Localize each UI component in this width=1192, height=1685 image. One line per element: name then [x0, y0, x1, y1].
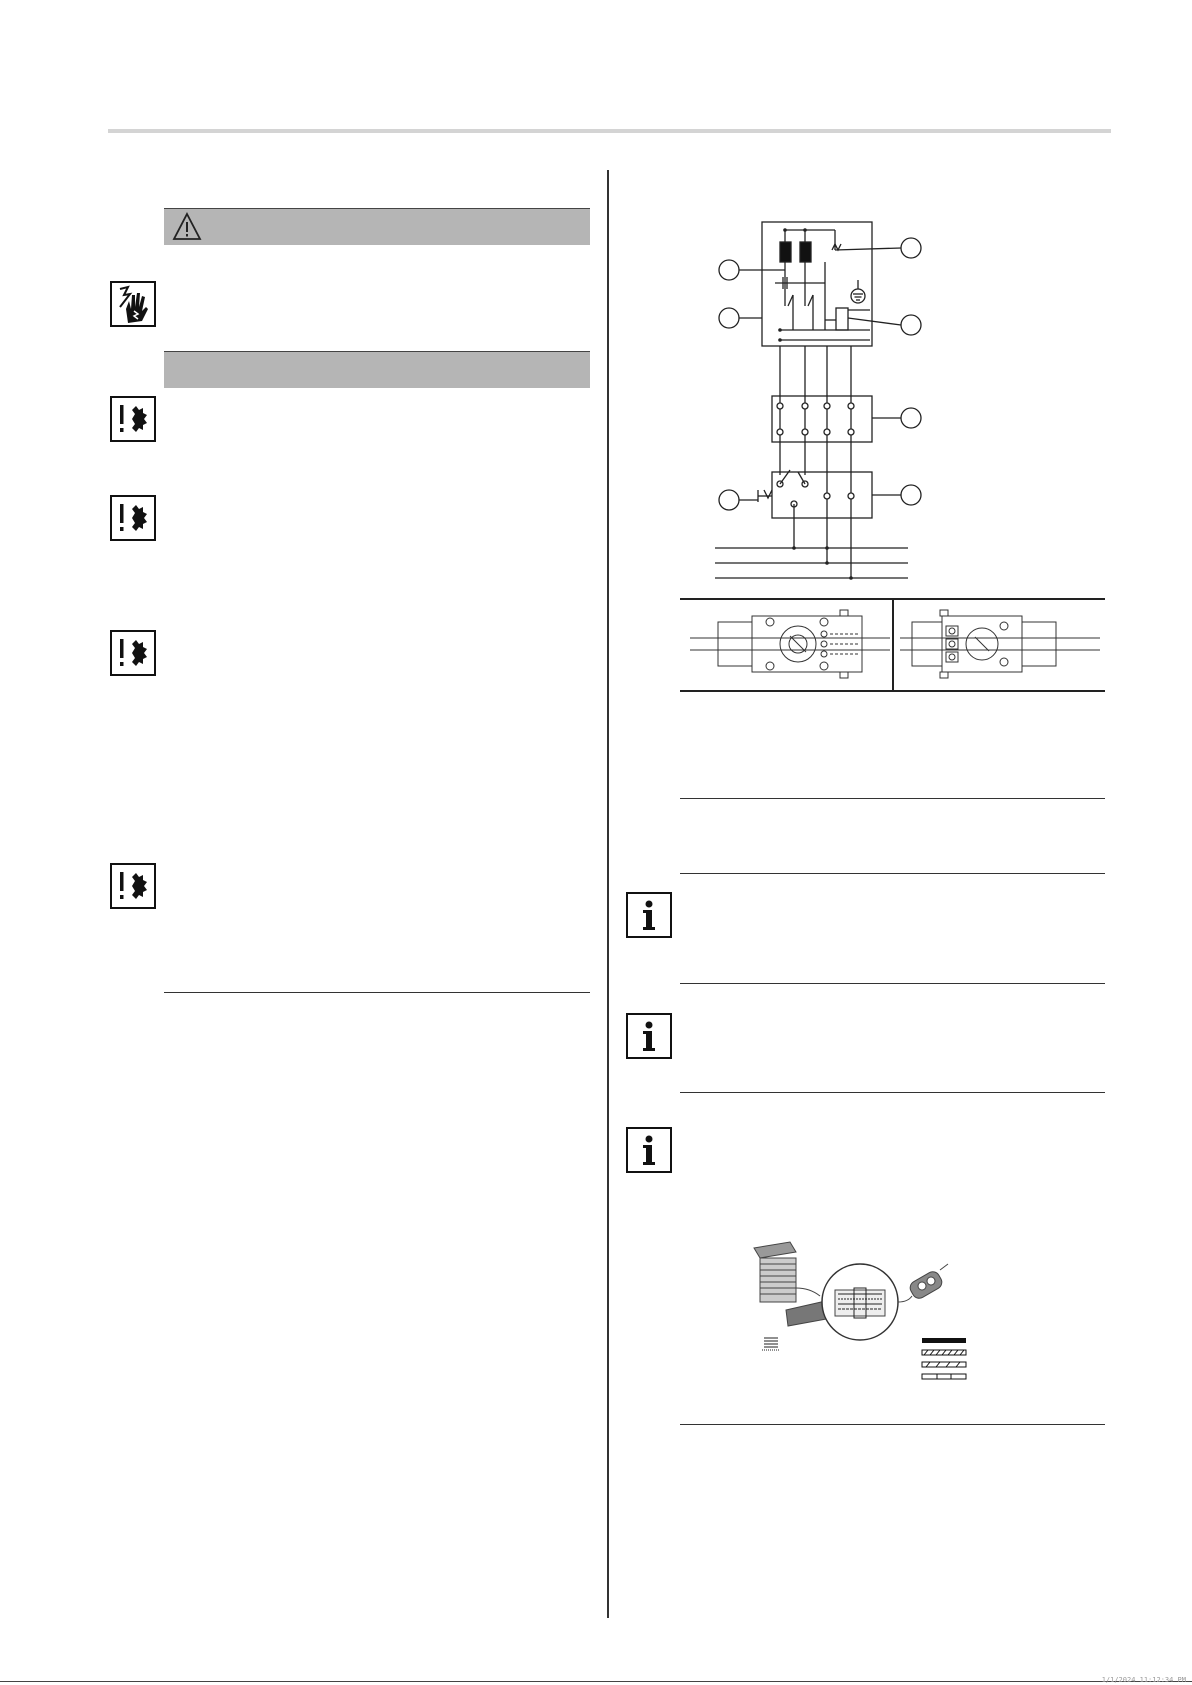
figure-divider [892, 600, 894, 690]
section-rule [680, 798, 1105, 799]
warning-triangle-icon [172, 212, 202, 242]
info-icon [626, 1013, 672, 1059]
blind-wiring-illustration [750, 1238, 980, 1388]
attention-gear-icon [110, 495, 156, 541]
warning-bar [164, 208, 590, 245]
wiring-schematic [700, 210, 940, 585]
info-icon [626, 892, 672, 938]
section-rule [164, 992, 590, 993]
column-divider [607, 170, 609, 1618]
connector-plug-right-diagram [900, 608, 1100, 680]
header-rule [108, 129, 1111, 133]
footer-rule [0, 1681, 1192, 1682]
footer-timestamp: 1/1/2024 11:12:34 PM [1101, 1676, 1186, 1684]
attention-gear-icon [110, 396, 156, 442]
electric-hazard-hand-icon [110, 281, 156, 327]
section-rule [680, 873, 1105, 874]
caution-bar [164, 351, 590, 388]
section-rule [680, 983, 1105, 984]
attention-gear-icon [110, 863, 156, 909]
connector-plug-left-diagram [690, 608, 890, 680]
info-icon [626, 1127, 672, 1173]
attention-gear-icon [110, 630, 156, 676]
section-rule [680, 1424, 1105, 1425]
section-rule [680, 1092, 1105, 1093]
